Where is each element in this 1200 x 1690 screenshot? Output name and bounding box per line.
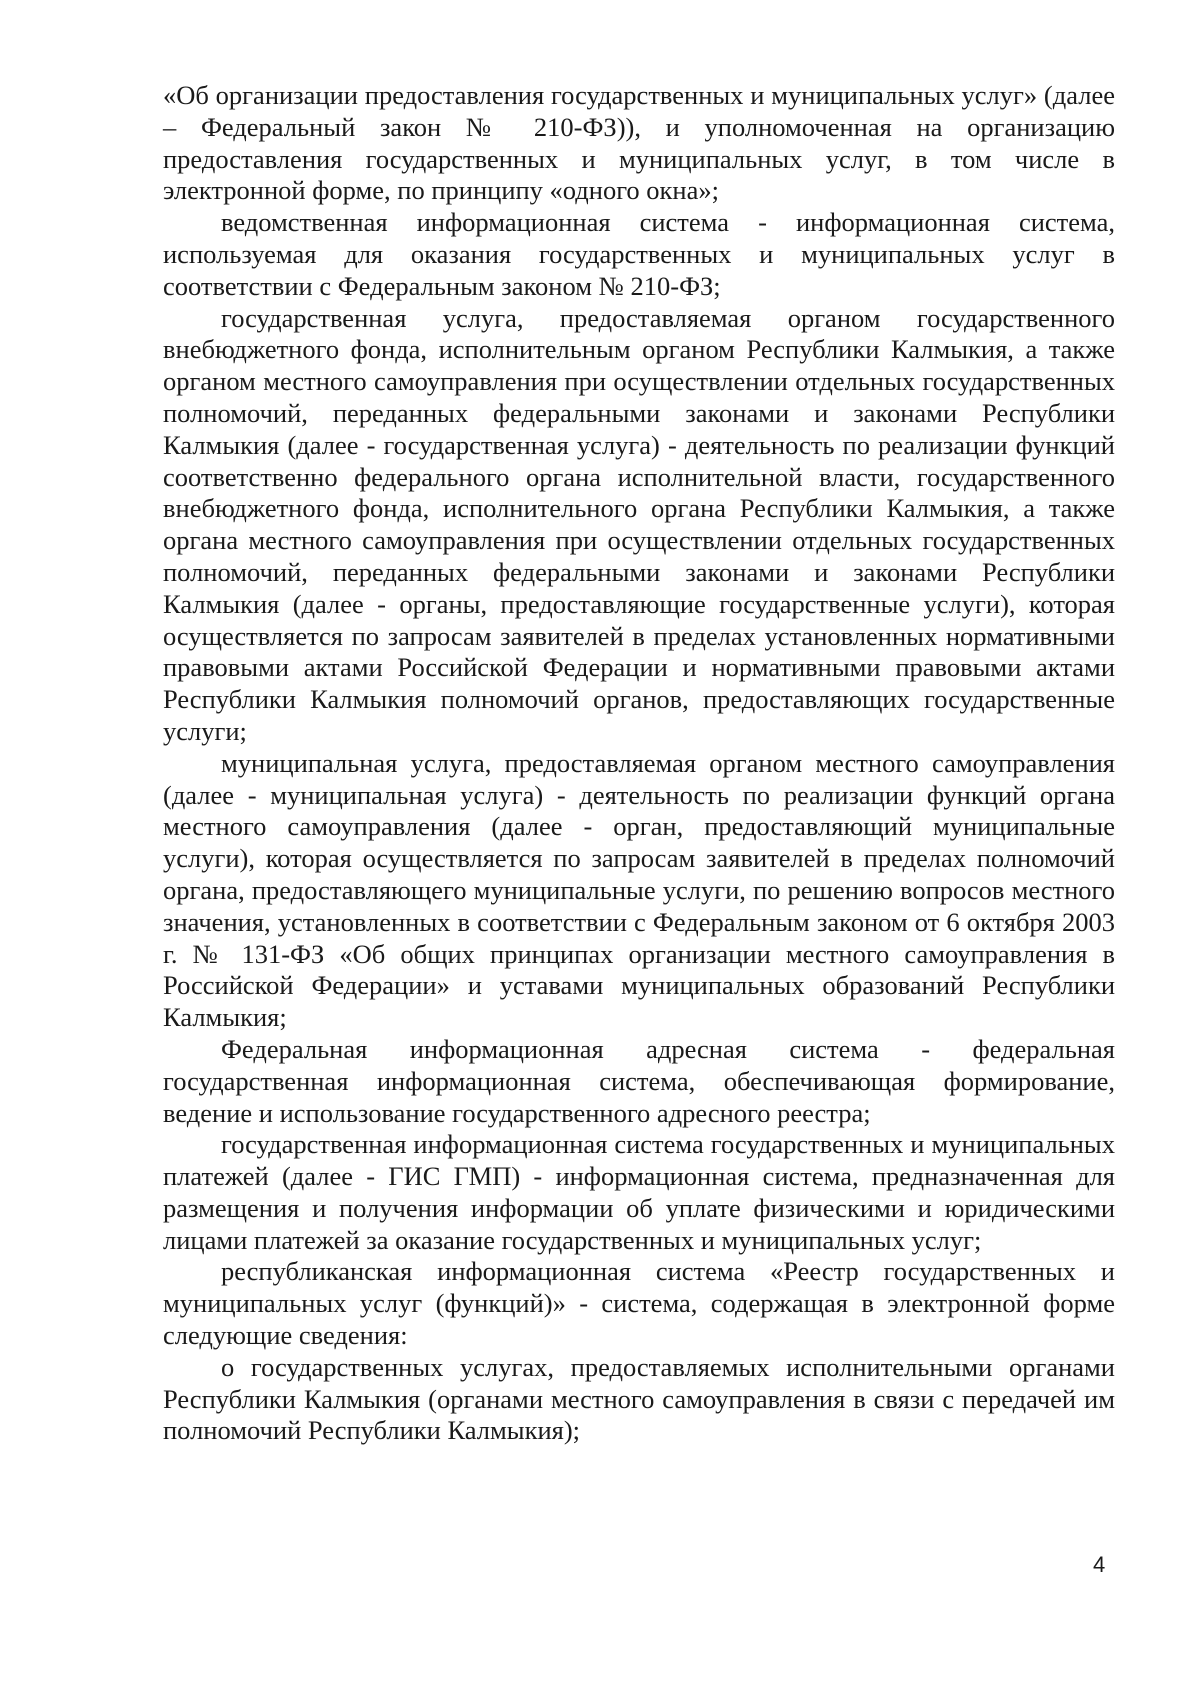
document-page: [163, 80, 1115, 1447]
paragraph-republic-registry: республиканская информационная система «Реестр государственных и муниципальных услуг (функций)» - система, содержащая в электронной форме следующие сведения:: [163, 1256, 1115, 1351]
paragraph-state-services-info: о государственных услугах, предоставляемых исполнительными органами Республики Калмыкия (органами местного самоуправления в связи с передачей им полномочий Республики Калмыкия);: [163, 1351, 1115, 1446]
paragraph-fias: Федеральная информационная адресная система - федеральная государственная информационная система, обеспечивающая формирование, ведение и использование государственного адресного реестра;: [163, 1033, 1115, 1128]
paragraph-state-service: государственная услуга, предоставляемая органом государственного внебюджетного фонда, исполнительным органом Республики Калмыкия, а также органом местного самоуправления при осуществлении отдельных государственных полномочий, переданных федеральными законами и законами Республики Калмыкия (далее - государственная услуга) - деятельность по реализации функций соответственно федерального органа исполнительной власти, государственного внебюджетного фонда, исполнительного органа Республики Калмыкия, а также органа местного самоуправления при осуществлении отдельных государственных полномочий, переданных федеральными законами и законами Республики Калмыкия (далее - органы, предоставляющие государственные услуги), которая осуществляется по запросам заявителей в пределах установленных нормативными правовыми актами Российской Федерации и нормативными правовыми актами Республики Калмыкия полномочий органов, предоставляющих государственные услуги;: [163, 302, 1115, 746]
paragraph-departmental-system: ведомственная информационная система - информационная система, используемая для оказания государственных и муниципальных услуг в соответствии с Федеральным законом № 210-ФЗ;: [163, 207, 1115, 301]
paragraph-gis-gmp: государственная информационная система государственных и муниципальных платежей (далее - ГИС ГМП) - информационная система, предназначенная для размещения и получения информации об уплате физическими и юридическими лицами платежей за оказание государственных и муниципальных услуг;: [163, 1129, 1115, 1255]
page-number: 4: [1093, 1552, 1106, 1577]
paragraph-municipal-service: муниципальная услуга, предоставляемая органом местного самоуправления (далее - муниципальная услуга) - деятельность по реализации функций органа местного самоуправления (далее - орган, предоставляющий муниципальные услуги), которая осуществляется по запросам заявителей в пределах полномочий органа, предоставляющего муниципальные услуги, по решению вопросов местного значения, установленных в соответствии с Федеральным законом от 6 октября 2003 г. № 131-ФЗ «Об общих принципах организации местного самоуправления в Российской Федерации» и уставами муниципальных образований Республики Калмыкия;: [163, 747, 1115, 1033]
paragraph-continuation: «Об организации предоставления государственных и муниципальных услуг» (далее – Федеральный закон № 210-ФЗ)), и уполномоченная на организацию предоставления государственных и муниципальных услуг, в том числе в электронной форме, по принципу «одного окна»;: [163, 80, 1115, 206]
